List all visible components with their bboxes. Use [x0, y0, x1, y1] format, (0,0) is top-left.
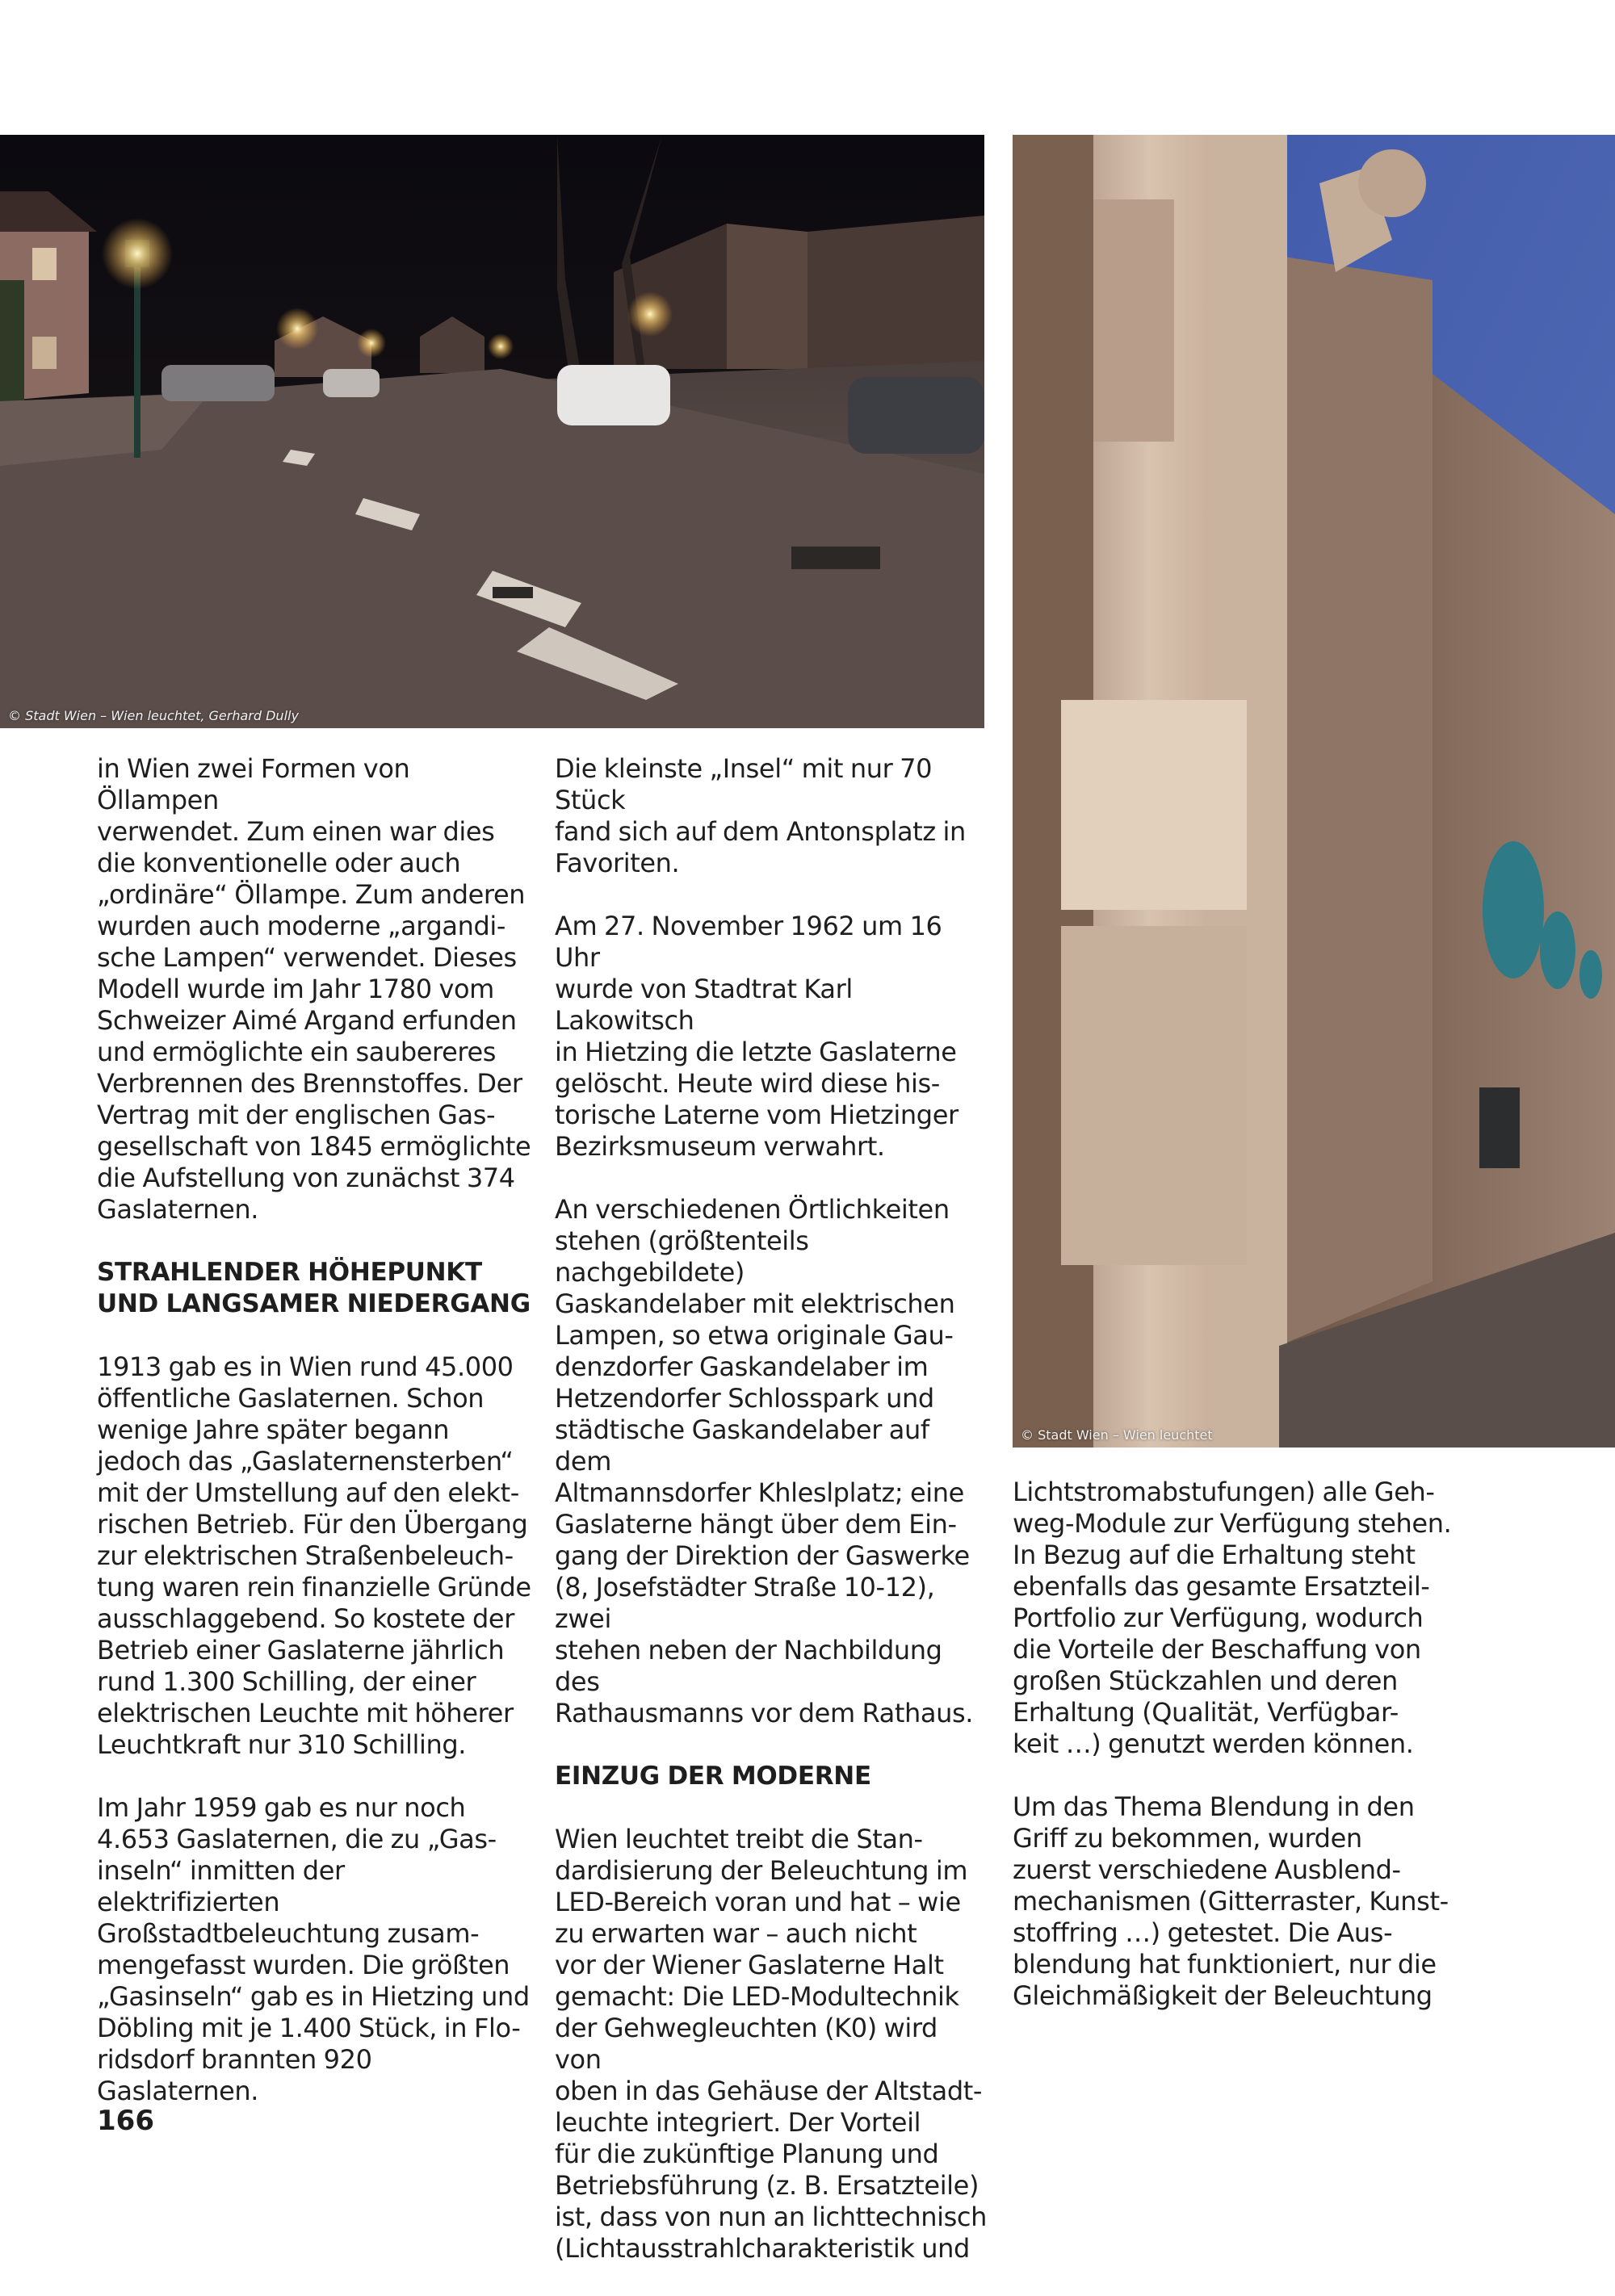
street-night-illustration [0, 135, 984, 728]
section-heading: EINZUG DER MODERNE [555, 1762, 871, 1791]
article-column-2 [555, 753, 991, 2296]
facade-illustration [1013, 135, 1615, 1448]
paragraph: 1913 gab es in Wien rund 45.000 öffentliche Gaslaternen. Schon wenige Jahre später begann jedoch das „Gaslaternensterben“ mit der Umstellung auf den elekt- rischen Betrieb. Für den Übergang zur elektrischen Straßenbeleuch- tung waren rein finanzielle Gründe ausschlaggebend. So kostete der Betrieb einer Gaslaterne jährlich rund 1.300 Schilling, der einer elektrischen Leuchte mit höherer Leuchtkraft nur 310 Schilling. [97, 1351, 531, 1760]
paragraph: Am 27. November 1962 um 16 Uhr wurde von Stadtrat Karl Lakowitsch in Hietzing die letzte Gaslaterne gelöscht. Heute wird diese his- torische Laterne vom Hietzinger Bezirksmuseum verwahrt. [555, 911, 959, 1162]
article-column-1 [97, 753, 533, 2139]
paragraph: Im Jahr 1959 gab es nur noch 4.653 Gaslaternen, die zu „Gas- inseln“ inmitten der elektrifizierten Großstadtbeleuchtung zusam- mengefasst wurden. Die größten „Gasinseln“ gab es in Hietzing und Döbling mit je 1.400 Stück, in Flo- ridsdorf brannten 920 Gaslaternen. [97, 1792, 530, 2106]
article-column-3 [1013, 1477, 1465, 2043]
paragraph: Lichtstromabstufungen) alle Geh- weg-Module zur Verfügung stehen. In Bezug auf die Erhaltung steht ebenfalls das gesamte Ersatzteil- Portfolio zur Verfügung, wodurch die Vorteile der Beschaffung von großen Stückzahlen und deren Erhaltung (Qualität, Verfügbar- keit …) genutzt werden können. [1013, 1477, 1452, 1759]
page-number: 166 [97, 2105, 154, 2137]
photo-credit: © Stadt Wien – Wien leuchtet, Gerhard Dully [8, 708, 299, 723]
paragraph: in Wien zwei Formen von Öllampen verwendet. Zum einen war dies die konventionelle oder auch „ordinäre“ Öllampe. Zum anderen wurden auch moderne „argandi- sche Lampen“ verwendet. Dieses Modell wurde im Jahr 1780 vom Schweizer Aimé Argand erfunden und ermöglichte ein saubereres Verbrennen des Brennstoffes. Der Vertrag mit der englischen Gas- gesellschaft von 1845 ermöglichte die Aufstellung von zunächst 374 Gaslaternen. [97, 753, 531, 1225]
photo-credit: © Stadt Wien – Wien leuchtet [1021, 1427, 1213, 1443]
facade-photo [1013, 135, 1615, 1448]
street-night-photo [0, 135, 984, 728]
paragraph: An verschiedenen Örtlichkeiten stehen (größtenteils nachgebildete) Gaskandelaber mit elektrischen Lampen, so etwa originale Gau- denzdorfer Gaskandelaber im Hetzendorfer Schlosspark und städtische Gaskandelaber auf dem Altmannsdorfer Khleslplatz; eine Gaslaterne hängt über dem Ein- gang der Direktion der Gaswerke (8, Josefstädter Straße 10-12), zwei stehen neben der Nachbildung des Rathausmanns vor dem Rathaus. [555, 1194, 974, 1728]
paragraph: Die kleinste „Insel“ mit nur 70 Stück fand sich auf dem Antonsplatz in Favoriten. [555, 753, 966, 878]
section-heading: STRAHLENDER HÖHEPUNKT UND LANGSAMER NIEDERGANG [97, 1258, 531, 1318]
paragraph: Wien leuchtet treibt die Stan- dardisierung der Beleuchtung im LED-Bereich voran und hat – wie zu erwarten war – auch nicht vor der Wiener Gaslaterne Halt gemacht: Die LED-Modultechnik der Gehwegleuchten (K0) wird von oben in das Gehäuse der Altstadt- leuchte integriert. Der Vorteil für die zukünftige Planung und Betriebsführung (z. B. Ersatzteile) ist, dass von nun an lichttechnisch (Lichtausstrahlcharakteristik und [555, 1824, 987, 2264]
paragraph: Um das Thema Blendung in den Griff zu bekommen, wurden zuerst verschiedene Ausblend- mechanismen (Gitterraster, Kunst- stoffring …) getestet. Die Aus- blendung hat funktioniert, nur die Gleichmäßigkeit der Beleuchtung [1013, 1791, 1449, 2011]
